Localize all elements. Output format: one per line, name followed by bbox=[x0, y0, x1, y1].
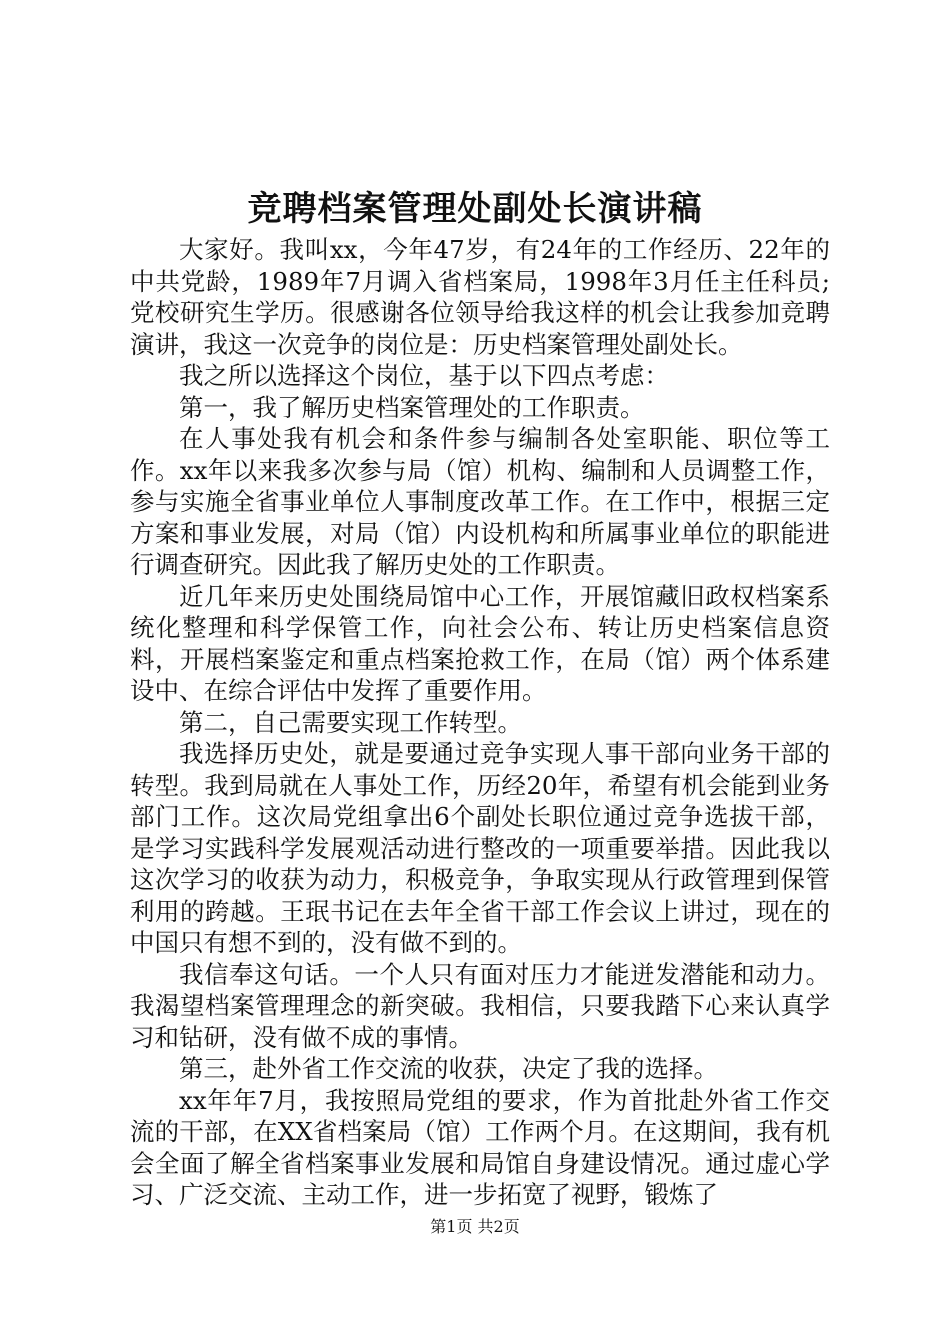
document-body bbox=[130, 234, 830, 1211]
paragraph-reasons-intro: 我之所以选择这个岗位，基于以下四点考虑： bbox=[179, 361, 669, 390]
paragraph-belief: 我信奉这句话。一个人只有面对压力才能迸发潜能和动力。我渴望档案管理理念的新突破。我相信，只要我踏下心来认真学习和钻研，没有做不成的事情。 bbox=[130, 959, 830, 1052]
paragraph-point-three-heading: 第三，赴外省工作交流的收获，决定了我的选择。 bbox=[179, 1054, 718, 1083]
paragraph-point-two-detail: 我选择历史处，就是要通过竞争实现人事干部向业务干部的转型。我到局就在人事处工作，历经20年，希望有机会能到业务部门工作。这次局党组拿出6个副处长职位通过竞争选拔干部，是学习实践科学发展观活动进行整改的一项重要举措。因此我以这次学习的收获为动力，积极竞争，争取实现从行政管理到保管利用的跨越。王珉书记在去年全省干部工作会议上讲过，现在的中国只有想不到的，没有做不到的。 bbox=[130, 739, 830, 957]
paragraph-point-one-heading: 第一，我了解历史档案管理处的工作职责。 bbox=[179, 392, 645, 422]
paragraph-point-one-detail: 在人事处我有机会和条件参与编制各处室职能、职位等工作。xx年以来我多次参与局（馆）机构、编制和人员调整工作，参与实施全省事业单位人事制度改革工作。在工作中，根据三定方案和事业发展，对局（馆）内设机构和所属事业单位的职能进行调查研究。因此我了解历史处的工作职责。 bbox=[130, 424, 830, 579]
paragraph-introduction: 大家好。我叫xx，今年47岁，有24年的工作经历、22年的中共党龄，1989年7月调入省档案局，1998年3月任主任科员;党校研究生学历。很感谢各位领导给我这样的机会让我参加竞聘演讲，我这一次竞争的岗位是：历史档案管理处副处长。 bbox=[130, 235, 830, 359]
paragraph-point-two-heading: 第二，自己需要实现工作转型。 bbox=[179, 707, 522, 737]
page-footer: 第1页 共2页 bbox=[430, 1217, 520, 1236]
paragraph-history-office-work: 近几年来历史处围绕局馆中心工作，开展馆藏旧政权档案系统化整理和科学保管工作，向社会公布、转让历史档案信息资料，开展档案鉴定和重点档案抢救工作，在局（馆）两个体系建设中、在综合评估中发挥了重要作用。 bbox=[130, 581, 830, 705]
document-title: 竞聘档案管理处副处长演讲稿 bbox=[247, 189, 703, 229]
paragraph-point-three-detail: xx年年7月，我按照局党组的要求，作为首批赴外省工作交流的干部，在XX省档案局（馆）工作两个月。在这期间，我有机会全面了解全省档案事业发展和局馆自身建设情况。通过虚心学习、广泛交流、主动工作，进一步拓宽了视野，锻炼了 bbox=[130, 1085, 830, 1209]
